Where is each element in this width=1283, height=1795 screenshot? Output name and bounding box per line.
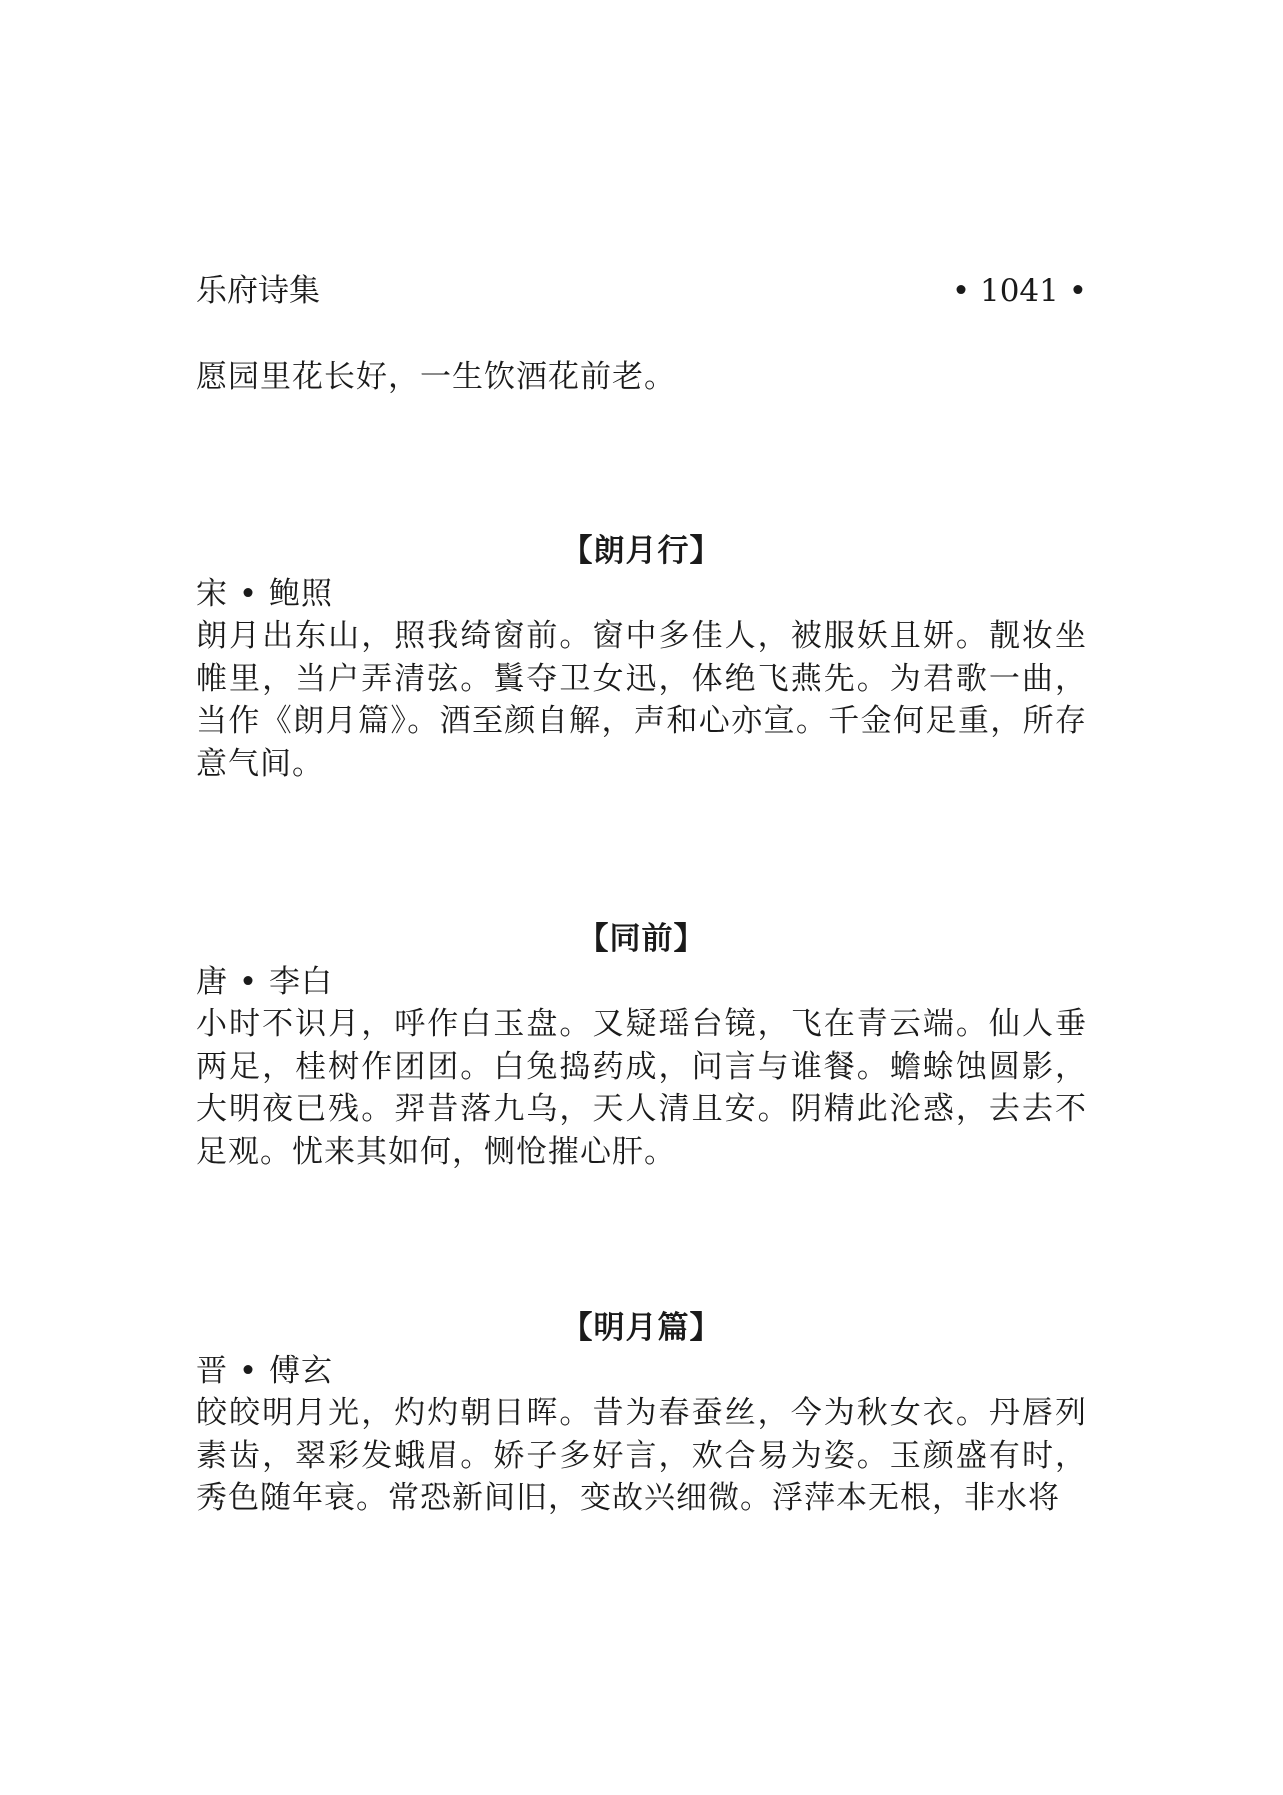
- poem-title: 【明月篇】: [561, 1310, 722, 1346]
- poem-author: 宋 • 鲍照: [196, 575, 333, 612]
- continued-poem-text: 愿园里花长好，一生饮酒花前老。: [196, 359, 676, 395]
- poem-body: 皎皎明月光，灼灼朝日晖。昔为春蚕丝，今为秋女衣。丹唇列素齿，翠彩发蛾眉。娇子多好言，欢合易为姿。玉颜盛有时，秀色随年衰。常恐新间旧，变故兴细微。浮萍本无根，非水将: [196, 1395, 1087, 1516]
- running-head: [196, 270, 1087, 312]
- book-title: 乐府诗集: [196, 273, 320, 309]
- poem-section: [196, 530, 1087, 785]
- poem-title: 【同前】: [577, 921, 706, 957]
- book-page: [196, 0, 1087, 1795]
- poem-body: 小时不识月，呼作白玉盘。又疑瑶台镜，飞在青云端。仙人垂两足，桂树作团团。白兔捣药成，问言与谁餐。蟾蜍蚀圆影，大明夜已残。羿昔落九乌，天人清且安。阴精此沦惑，去去不足观。忧来其如何，恻怆摧心肝。: [196, 1006, 1087, 1170]
- poem-author: 晋 • 傅玄: [196, 1352, 333, 1389]
- poem-section: [196, 1307, 1087, 1520]
- poem-author: 唐 • 李白: [196, 963, 333, 1000]
- poem-title: 【朗月行】: [561, 533, 722, 569]
- poem-body: 朗月出东山，照我绮窗前。窗中多佳人，被服妖且妍。靓妆坐帷里，当户弄清弦。鬒夺卫女迅，体绝飞燕先。为君歌一曲，当作《朗月篇》。酒至颜自解，声和心亦宣。千金何足重，所存意气间。: [196, 618, 1087, 782]
- page-number: • 1041 •: [951, 273, 1087, 309]
- poem-section: [196, 918, 1087, 1173]
